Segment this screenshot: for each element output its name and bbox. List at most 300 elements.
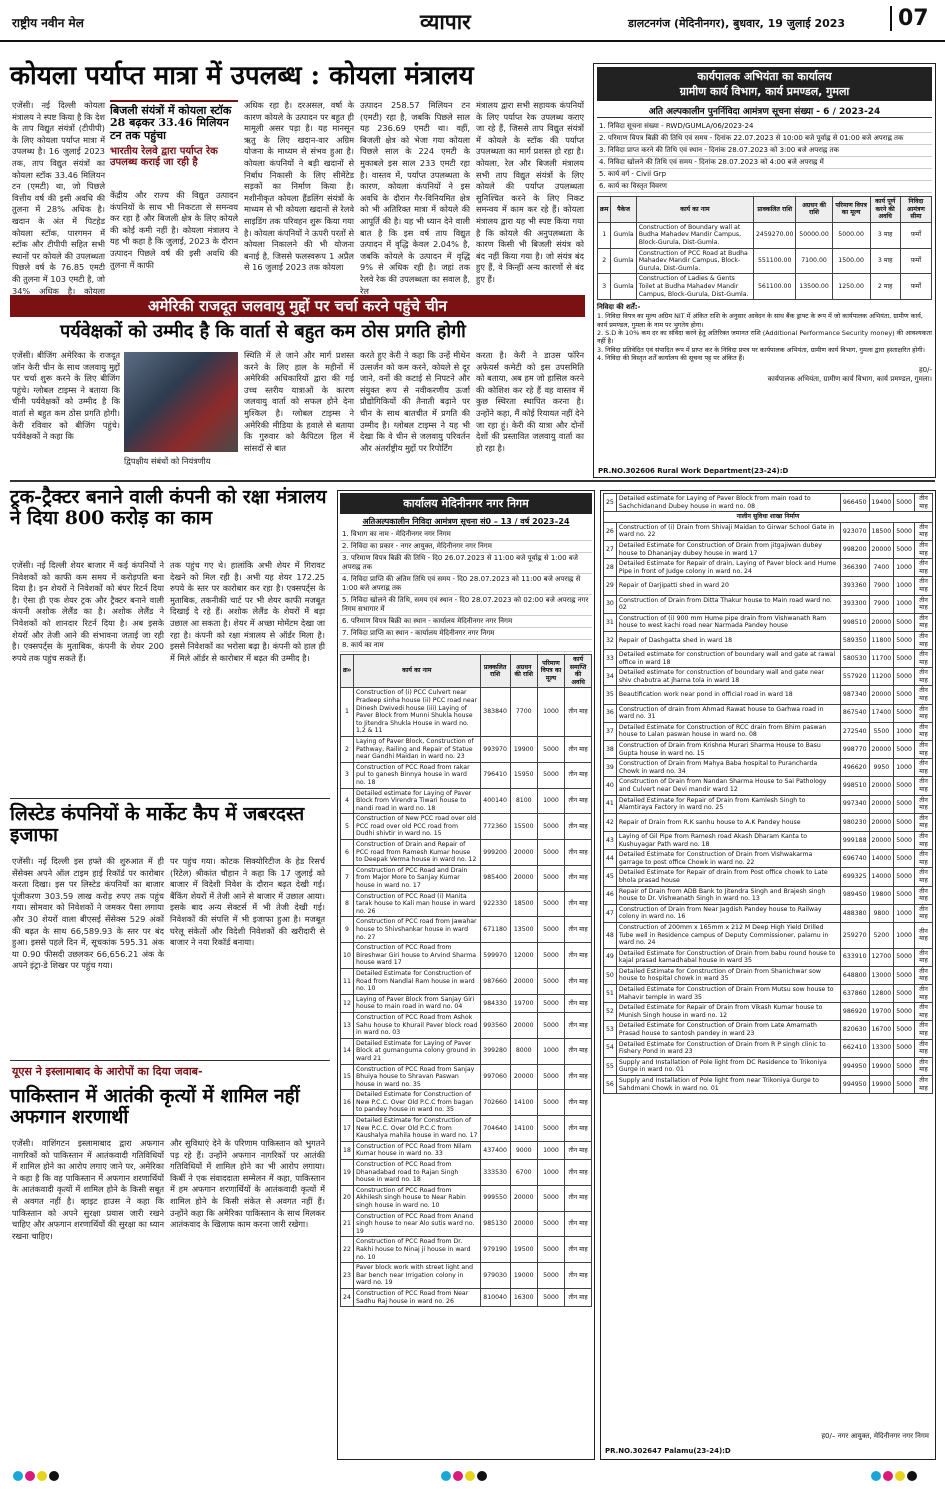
rwd-meta-line: 3. निविदा प्राप्त करने की तिथि एवं स्थान - दिनांक 28.07.2023 को 3:00 बजे अपराह्न तक [597,145,932,157]
rwd-dept-name: ग्रामीण कार्य विभाग, कार्य प्रमण्डल, गुमला [679,85,850,98]
section-title: व्यापार [420,10,471,34]
table-cell: 20000 [510,1064,537,1090]
table-cell: 7 [341,865,354,891]
table-cell: 13500.00 [796,274,832,300]
table-cell: 5000 [537,1263,564,1289]
table-cell: 1 [341,688,354,737]
pak-col-1: एजेंसी। वाशिंगटन इस्लामाबाद द्वारा अफगान नागरिकों को पाकिस्तान में आतंकवादी गतिविधियों में शामिल होने का आरोप लगाए जाने पर, अमेरिका ने कहा है कि वह पाकिस्तान में अफगान शरणार्थियों के आतंकवादी कृत्यों में शामिल होने के किसी सबूत से अवगत नहीं है। व्हाइट हाउस ने कहा कि पाकिस्तान को अपने सुरक्षा प्रयास जारी रखने चाहिए और अफगान शरणार्थियों की सुरक्षा का ध्यान रखना चाहिए। [12,1138,164,1241]
table-cell: 20000 [510,1185,537,1211]
table-row [604,613,933,631]
table-cell: 15950 [510,762,537,788]
table-row [604,631,933,649]
table-cell: Construction of PCC Road from Bireshwar Giri house to Arvind Sharma house ward 17 [353,943,480,969]
table-cell: 10 [341,943,354,969]
table-row [604,813,933,831]
pak-kicker: यूएस ने इस्लामाबाद के आरोपों का दिया जवाब- [12,1065,203,1078]
table-cell: 3 माह [870,248,900,274]
table-row [341,762,592,788]
table-row [604,1021,933,1039]
table-cell: 496620 [840,759,869,777]
table-cell: Detailed Estimate for Construction of Drain from Shanichwar sow house to hospital chowk in ward 35 [616,966,840,984]
rwd-col-header: परिमाण विपत्र का मूल्य [832,197,870,223]
table-cell: 5000 [894,1076,915,1094]
table-cell: 35 [604,686,617,704]
table-cell: 20000 [869,795,894,813]
table-cell: Construction of Drain from Krishna Murari Sharma House to Basu Gupta house in ward no. 15 [616,741,840,759]
table-row [341,736,592,762]
lead-col-4: उत्पादन 258.57 मिलियन टन (एमटी) रहा है, जबकि पिछले साल यह 236.69 एमटी था। वहीं, बिजली क्षेत्र को भेजा गया कोयला पिछले साल के 224 एमटी के मुकाबले इस साल 233 एमटी रहा है। वास्तव में, पर्याप्त उपलब्धता के कारण, कोयला कंपनियों ने इस अवधि के दौरान गैर-विनियमित क्षेत्र को भी अतिरिक्त मात्रा में कोयले की आपूर्ति की है। यह भी ध्यान देने वाली बात है कि इस वर्ष ताप विद्युत उत्पादन में वृद्धि केवल 2.04% है, जबकि कोयले के उत्पादन में वृद्धि 9% से अधिक रही है। जहां तक रेलवे रेक की उपलब्धता का सवाल है, रेल [360,100,470,296]
registration-dots-left [12,1466,60,1485]
table-cell: Construction of Boundary wall at Budha Mahadev Mandir Campus, Block-Gurula, Dist-Gumla. [636,222,753,248]
table-cell: तीन माह [914,1021,932,1039]
table-cell: Detailed estimate for construction of boundary wall and gate at rawal office in ward 18 [616,650,840,668]
table-row [604,1076,933,1094]
table-cell: 966450 [840,494,869,512]
table-row [604,795,933,813]
table-cell: 5000 [894,850,915,868]
table-cell: Detailed Estimate for Construction of New P.C.C. Over Old P.C.C from Kaushalya mahila house in ward no. 17 [353,1116,480,1142]
table-row [341,1038,592,1064]
table-cell: 1000 [894,759,915,777]
table-cell: 5000 [894,831,915,849]
table-cell: Construction of drain from Ahmad Rawat house to Garhwa road in ward no. 31 [616,704,840,722]
lead-sidebox [110,100,238,186]
table-cell: 16 [341,1090,354,1116]
table-cell: तीन माह [565,917,592,943]
table-cell: Detailed Estimate for Construction of Drain from Late Amarnath Prasad house to santosh pandey in ward 23 [616,1021,840,1039]
table-cell: 2 [598,248,611,274]
table-row [604,1057,933,1075]
table-row [604,704,933,722]
mnn-title: अतिअल्पकालीन निविदा आमंत्रण सूचना सं0 – 13 / वर्ष 2023–24 [362,517,570,526]
table-row [598,248,932,274]
table-cell: Detailed Estimate for Construction of New P.C.C. Over Old P.C.C from bagan to pandey house in ward no. 35 [353,1090,480,1116]
table-cell: 987660 [480,968,510,994]
table-cell: तीन माह [565,788,592,814]
table-cell: 985400 [480,865,510,891]
mnn-subhead-row [604,512,933,523]
table-row [341,1211,592,1237]
table-cell: Construction of (i) 900 mm Hume pipe drain from Vishwanath Ram house to west kachi road near Narmada Pandey house [616,613,840,631]
table-cell: 997340 [840,795,869,813]
table-cell: 1000 [894,559,915,577]
rwd-col-header: कार्य पूर्ण करने की अवधि [870,197,900,223]
table-cell: 551100.00 [754,248,796,274]
table-cell: Detailed Estimate for Repair of drain from Post office chowk to Late bhola prasad house [616,868,840,886]
table-cell: तीन माह [565,1064,592,1090]
table-cell: तीन माह [914,1076,932,1094]
table-row [341,1141,592,1159]
table-row [604,850,933,868]
truck-col-1: एजेंसी। नई दिल्ली शेयर बाजार में कई कंपनियों ने निवेशकों को काफी कम समय में करोड़पति बना दिया है। इन शेयरों ने निवेशकों को बंपर रिटर्न दिया है। ऐसा ही एक शेयर ट्रक और ट्रैक्टर बनाने वाली कंपनी अशोक लेलैंड का है। अशोक लेलैंड ने निवेशकों को शानदार रिटर्न दिया है। अब इसके शेयरों और तेजी आने की संभावना जताई जा रही है। एक्सपर्ट्स के मुताबिक, कंपनी के शेयर 200 रुपये तक पहुंच सकते हैं। [12,560,164,663]
table-cell: फ़र्मों [900,274,931,300]
table-cell: 5000 [894,540,915,558]
table-cell: 24 [341,1288,354,1306]
table-cell: 19900 [869,1057,894,1075]
table-cell: 18 [341,1141,354,1159]
rwd-table [597,196,932,300]
table-cell: 28 [604,559,617,577]
table-cell: 366390 [840,559,869,577]
table-cell: 5000 [537,1090,564,1116]
rwd-col-header: अग्रधन की राशि [796,197,832,223]
table-row [604,686,933,704]
table-row [341,917,592,943]
table-cell: 37 [604,722,617,740]
table-cell: Detailed estimate for Laying of Paver Block from Virendra Tiwari house to nandi road in ward no. 18 [353,788,480,814]
table-cell: Laying of Paver Block, Construction of Pathway, Railing and Repair of Statue near Gandhi Maidan in ward no. 23 [353,736,480,762]
table-cell: तीन माह [565,1288,592,1306]
table-cell: 984330 [480,994,510,1012]
table-cell: 14000 [869,850,894,868]
mnn-pr-number: PR.NO.302647 Palamu(23-24):D [605,1447,731,1455]
table-cell: Construction of PCC Road from Ashok Sahu house to Khurail Paver block road in ward no. 03 [353,1012,480,1038]
table-cell: 702660 [480,1090,510,1116]
table-cell: 1000 [894,722,915,740]
mnn-table-2 [603,493,933,1094]
table-cell: 15500 [510,814,537,840]
table-cell: 5000 [894,966,915,984]
table-cell: 5000 [894,650,915,668]
mnn-col-header: परिमाण विपत्र का मूल्य [537,655,564,688]
mnn-col-header: अग्रधन की राशि [510,655,537,688]
table-cell: 19500 [510,1237,537,1263]
mnn-tender-notice-continued [600,490,936,1460]
table-cell: 11700 [869,650,894,668]
table-cell: तीन माह [914,613,932,631]
table-cell: 13300 [869,1039,894,1057]
table-cell: 5000 [894,668,915,686]
table-cell: Construction of PCC Road from Anand singh house to near Alo sutis ward no. 19 [353,1211,480,1237]
rwd-meta-line: 1. निविदा सूचना संख्या - RWD/GUMLA/06/2023-24 [597,121,932,133]
newspaper-name: राष्ट्रीय नवीन मेल [12,16,84,30]
table-cell: Detailed Estimate for Construction of Drain from babu round house to kajal prasad kamadhabal house in ward 35 [616,948,840,966]
table-cell: 14100 [510,1116,537,1142]
table-row [604,540,933,558]
table-cell: 23 [341,1263,354,1289]
rwd-tender-notice [593,63,936,478]
table-row [604,759,933,777]
table-cell: Construction of PCC road from Jawahar house to Shivshankar house in ward no. 27 [353,917,480,943]
mnn-meta-line: 6. परिमाण विपत्र बिक्री का स्थान - कार्यालय मेदिनीनगर नगर निगम [340,616,592,628]
table-cell: तीन माह [914,813,932,831]
table-cell: 29 [604,577,617,595]
table-cell: Detailed Estimate for Repair of Drain from Kamlesh Singh to Alamtiraya Factory in ward no. 25 [616,795,840,813]
table-cell: 7900 [869,577,894,595]
table-cell: 5000 [537,1185,564,1211]
table-cell: 8 [341,891,354,917]
table-cell: तीन माह [565,1090,592,1116]
table-cell: 14 [341,1038,354,1064]
table-cell: 399280 [480,1038,510,1064]
table-cell: 12 [341,994,354,1012]
table-cell: 11 [341,968,354,994]
table-cell: Detailed Estimate for Construction of Drain from R P singh clinic to Fishery Pond in ward 23 [616,1039,840,1057]
table-row [341,891,592,917]
china-headline: पर्यवेक्षकों को उम्मीद है कि वार्ता से बहुत कम ठोस प्रगति होगी [60,321,466,342]
table-cell: 5000 [894,741,915,759]
table-cell: 696740 [840,850,869,868]
table-cell: 998200 [840,540,869,558]
section-divider [10,480,935,482]
table-row [604,722,933,740]
rwd-office-name: कार्यपालक अभियंता का कार्यालय [697,70,832,83]
table-cell: तीन माह [565,688,592,737]
table-cell: Laying of Paver Block from Sanjay Giri house to main road in ward no. 04 [353,994,480,1012]
yellow-mark [37,1471,47,1481]
mnn-meta-line: 1. विभाग का नाम - मेदिनीनगर नगर निगम [340,529,592,541]
table-cell: 49 [604,948,617,966]
table-cell: 44 [604,850,617,868]
table-cell: तीन माह [565,736,592,762]
page-header [0,0,945,42]
table-cell: Construction of PCC Road from Sanjay Bhuiya house to Shravan Paswan house in ward no. 35 [353,1064,480,1090]
table-row [604,668,933,686]
table-cell: तीन माह [565,943,592,969]
rwd-conditions-title: निविदा की शर्तें:- [597,303,641,312]
table-cell: 5000 [537,1012,564,1038]
rwd-condition: 3. निविदा प्रतिवेदित एवं संपादित रूप में प्राप्त कर के निविदा प्रपत्र पर कार्यपालक अभियंता, ग्रामीण कार्य विभाग, गुमला द्वारा हस्ताक्षरित होगी। [597,345,925,354]
table-cell: 16700 [869,1021,894,1039]
table-cell: 53 [604,1021,617,1039]
table-cell: तीन माह [914,1057,932,1075]
table-cell: 20000 [869,540,894,558]
table-cell: 1250.00 [832,274,870,300]
table-cell: 26 [604,522,617,540]
table-cell: तीन माह [914,540,932,558]
table-cell: 20000 [510,1012,537,1038]
table-cell: 39 [604,759,617,777]
table-cell: 1000 [894,922,915,948]
table-cell: 55 [604,1057,617,1075]
table-cell: 994950 [840,1076,869,1094]
table-cell: 1000 [894,904,915,922]
table-cell: 30 [604,595,617,613]
rwd-col-header: क्रम [598,197,611,223]
table-cell: 3 माह [870,222,900,248]
table-cell: Beautification work near pond in official road in ward 18 [616,686,840,704]
china-col-2: स्थिति में ले जाने और मार्ग प्रशस्त करने के लिए हाल के महीनों में अमेरिकी अधिकारियों द्वारा की गई उच्च स्तरीय यात्राओं के कारण जलवायु वार्ता को सफल होने देना मुश्किल है। ग्लोबल टाइम्स ने अमेरिकी मीडिया के हवाले से बताया कि गुरुवार को कैपिटल हिल में सांसदों से बात [244,350,354,453]
table-cell: 5000 [894,522,915,540]
table-cell: Construction of PCC Road from Dhanadabad road to Rajan Singh house in ward no. 18 [353,1160,480,1186]
table-cell: 21 [341,1211,354,1237]
rwd-condition: 2. S.D के 10% कम दर का संविदा करने हेतु अतिरिक्त जमानत राशि (Additional Performance Security money) की आवश्यकता नहीं है। [597,328,932,346]
table-cell: 7700 [510,688,537,737]
table-cell: तीन माह [914,522,932,540]
table-cell: 5000 [894,1039,915,1057]
table-cell: Detailed Estimate for Construction of Drain from Vishwakarma garrage to post office Chowk in ward no. 22 [616,850,840,868]
listed-divider [10,1060,330,1061]
listed-headline: लिस्टेड कंपनियों के मार्केट कैप में जबरदस्त इजाफा [10,803,305,847]
table-row [604,650,933,668]
table-cell: Construction of PCC Road from Nilam Kumar house in ward no. 33 [353,1141,480,1159]
table-cell: 8100 [510,788,537,814]
table-cell: 41 [604,795,617,813]
table-cell: तीन माह [914,577,932,595]
table-row [341,1160,592,1186]
table-cell: Construction of PCC Road from rakar pul to ganesh Binnya house in ward no. 18 [353,762,480,788]
table-cell: 14000 [869,868,894,886]
table-cell: 19900 [869,1076,894,1094]
table-cell: तीन माह [914,922,932,948]
table-cell: 2 माह [870,274,900,300]
table-cell: 13000 [869,966,894,984]
table-cell: तीन माह [914,966,932,984]
black-mark [49,1471,59,1481]
table-cell: तीन माह [565,1263,592,1289]
table-cell: तीन माह [914,595,932,613]
china-col-3: करते हुए केरी ने कहा कि उन्हें मीथेन उत्सर्जन को कम करने, कोयले से दूर जाने, वनों की कटाई से निपटने और संयुक्त रूप से नवीकरणीय ऊर्जा प्रौद्योगिकियों की तैनाती बढ़ाने पर चीन के साथ बातचीत में प्रगति की उम्मीद है। ग्लोबल टाइम्स ने यह भी देखा कि वे चीन से जलवायु परिवर्तन और अंतर्राष्ट्रीय मुद्दों पर रिपोर्टिंग [360,350,470,453]
table-row [604,966,933,984]
table-cell: 54 [604,1039,617,1057]
table-cell: 986920 [840,1003,869,1021]
rwd-office [597,67,932,101]
table-cell: 1000 [537,788,564,814]
china-banner: अमेरिकी राजदूत जलवायु मुद्दों पर चर्चा करने पहुंचे चीन [10,295,585,317]
black-mark [477,1471,487,1481]
table-cell: 13500 [510,917,537,943]
table-row [341,865,592,891]
table-cell: 20000 [510,840,537,866]
china-col-4: करता है। केरी ने डाउस फॉरेन अफेयर्स कमेटी को इस उपसमिति को बताया, अब हम जो हासिल करने की कोशिश कर रहे हैं वह वास्तव में कुछ स्थिरता स्थापित करना है। उन्होंने कहा, मैं कोई रियायत नहीं देने जा रहा हूं। केरी की यात्रा और दोनों देशों की प्रस्तावित जलवायु वार्ता का हो रहा है। [476,350,584,453]
table-cell: तीन माह [565,865,592,891]
table-cell: Construction of PCC Road (i) Manita tarak house to Kali man house in ward no. 26 [353,891,480,917]
mnn-col-header: कार्य समाप्ति की अवधि [565,655,592,688]
table-cell: 437400 [480,1141,510,1159]
table-cell: तीन माह [914,650,932,668]
table-cell: तीन माह [914,886,932,904]
mnn-table [340,654,592,1307]
table-cell: Paver block work with street light and Bar bench near Irrigation colony in ward no. 19 [353,1263,480,1289]
cyan-mark [13,1471,23,1481]
truck-col-2: तक पहुंच गए थे। हालांकि अभी शेयर में गिरावट देखने को मिल रही है। अभी यह शेयर 172.25 रुपये के स्तर पर कारोबार कर रहा है। एक्सपर्ट्स के मुताबिक, तकनीकी चार्ट पर भी शेयर काफी मजबूत दिखाई दे रहे हैं। अशोक लेलैंड के शेयरों में बड़ा उछाल आ सकता है। शेयर में अच्छा मोमेंटम देखा जा रहा है। कंपनी को रक्षा मंत्रालय से ऑर्डर मिला है। इससे निवेशकों का भरोसा बढ़ा है। कंपनी को हाल ही में मिले ऑर्डर से कारोबार में बढ़त की उम्मीद है। [170,560,325,663]
table-row [341,688,592,737]
rwd-sign-role: कार्यपालक अभियंता, ग्रामीण कार्य विभाग, कार्य प्रमण्डल, गुमला। [767,374,932,383]
table-cell: 11200 [869,668,894,686]
table-cell: तीन माह [914,704,932,722]
table-cell: 5000 [894,795,915,813]
mnn-col-header: कार्य का नाम [353,655,480,688]
table-row [604,904,933,922]
table-cell: 50 [604,966,617,984]
dateline: डालटनगंज (मेदिनीनगर), बुधवार, 19 जुलाई 2023 [628,17,846,30]
rwd-col-header: प्राक्कलित राशि [754,197,796,223]
table-cell: 2459270.00 [754,222,796,248]
table-cell: 9950 [869,759,894,777]
table-cell: 19000 [510,1263,537,1289]
table-cell: 5500 [869,722,894,740]
table-cell: Construction of PCC Road from Near Sadhu Raj house in ward no. 26 [353,1288,480,1306]
table-cell: 5000 [894,1021,915,1039]
table-row [604,1003,933,1021]
table-cell: 42 [604,813,617,831]
mnn-col-header: प्राक्कलित राशि [480,655,510,688]
table-cell: Construction of Drain and Repair of PCC road from Ramesh Kumar house to Deepak Verma house in ward no. 12 [353,840,480,866]
table-cell: 1000 [537,1141,564,1159]
table-cell: 34 [604,668,617,686]
rwd-meta [597,121,932,193]
table-cell: 772360 [480,814,510,840]
table-cell: 5 [341,814,354,840]
table-cell: 979190 [480,1237,510,1263]
table-cell: तीन माह [914,741,932,759]
table-cell: 47 [604,904,617,922]
table-cell: 810040 [480,1288,510,1306]
rwd-col-header: कार्य का नाम [636,197,753,223]
table-cell: 20000 [869,613,894,631]
table-cell: 18500 [869,522,894,540]
table-row [341,1090,592,1116]
table-cell: 393300 [840,595,869,613]
table-cell: 13 [341,1012,354,1038]
mnn-meta-line: 2. निविदा का प्रकार - नगर आयुक्त, मेदिनीनगर नगर निगम [340,541,592,553]
table-cell: 648800 [840,966,869,984]
table-row [604,777,933,795]
table-cell: 4 [341,788,354,814]
table-cell: 5000 [537,762,564,788]
rwd-pr-number: PR.NO.302606 Rural Work Department(23-24):D [598,467,789,475]
table-cell: 20000 [869,813,894,831]
table-cell: 5000 [894,868,915,886]
table-cell: 5000 [537,891,564,917]
table-cell: 6 [341,840,354,866]
table-cell: 7100.00 [796,248,832,274]
table-cell: 56 [604,1076,617,1094]
table-cell: 20000 [869,686,894,704]
table-row [341,1064,592,1090]
table-cell: 633910 [840,948,869,966]
lead-col-3: अधिक रहा है। दरअसल, वर्षा के कारण कोयले के उत्पादन पर बहुत ही मामूली असर पड़ा है। यह मानसून ऋतु के लिए खदान-वार अग्रिम योजना के माध्यम से संभव हुआ है। कोयला कंपनियों ने बड़ी खदानों से निर्बाध निकासी के लिए सीमेंटेड सड़कों का निर्माण किया है। मशीनीकृत कोयला हैंडलिंग संयंत्रों के माध्यम से भी कोयला खदानों से रेलवे साइडिंग तक परिवहन शुरू किया गया है। कोयला कंपनियों ने ऊपरी परतों से कोयला निकालने की भी योजना बनाई है, जिससे फलस्वरूप 1 अप्रैल से 16 जुलाई 2023 तक कोयला [244,100,354,273]
table-cell: 333530 [480,1160,510,1186]
table-row [598,274,932,300]
lead-col-5: मंत्रालय द्वारा सभी सहायक कंपनियों के लिए पर्याप्त रेक उपलब्ध कराए जा रहे हैं, जिससे ताप विद्युत संयंत्रों में कोयले के स्टॉक की पर्याप्त उपलब्धता का मार्ग प्रशस्त हो रहा है। कोयला, रेल और बिजली मंत्रालय सभी ताप विद्युत संयंत्रों के लिए कोयले की पर्याप्त उपलब्धता सुनिश्चित करने के लिए निकट समन्वय में काम कर रहे हैं। कोयला मंत्रालय द्वारा यह भी स्पष्ट किया गया है कि कोयले की अनुपलब्धता के कारण किसी भी बिजली संयंत्र को बंद नहीं किया गया है। जो संयंत्र बंद हुए हैं, वे किन्हीं अन्य कारणों से बंद हुए हैं। [476,100,584,284]
mnn-meta-line: 7. निविदा प्राप्ति का स्थान - कार्यालय मेदिनीनगर नगर निगम [340,628,592,640]
mnn-col-header: क्र० [341,655,354,688]
table-cell: तीन माह [914,668,932,686]
table-cell: 46 [604,886,617,904]
table-cell: 5000 [537,814,564,840]
table-cell: 5000 [537,943,564,969]
registration-marks [0,1466,945,1480]
table-cell: Gumla [611,274,636,300]
rwd-condition: 4. निविदा की विस्तृत शर्तें कार्यालय की सूचना पट्ट पर अंकित हैं। [597,354,745,363]
rwd-meta-line: 2. परिमाण विपत्र बिक्री की तिथि एवं समय - दिनांक 22.07.2023 से 10:00 बजे पूर्वाह्न से 01:00 बजे अपराह्न तक [597,133,932,145]
table-cell: 9 [341,917,354,943]
table-cell: 5000 [537,1211,564,1237]
table-cell: तीन माह [914,559,932,577]
table-row [604,559,933,577]
table-cell: 16300 [510,1288,537,1306]
table-cell: 5000 [894,631,915,649]
mnn-tender-notice [337,490,595,1460]
rwd-meta-line: 4. निविदा खोलने की तिथि एवं समय - दिनांक 28.07.2023 को 4:00 बजे अपराह्न में [597,157,932,169]
table-cell: 383840 [480,688,510,737]
table-cell: 796410 [480,762,510,788]
table-cell: 488380 [840,904,869,922]
table-cell: 19700 [510,994,537,1012]
table-cell: 33 [604,650,617,668]
table-cell: 3 [341,762,354,788]
table-cell: 980230 [840,813,869,831]
table-cell: 20000 [510,968,537,994]
yellow-mark [895,1471,905,1481]
table-row [604,922,933,948]
table-cell: तीन माह [914,850,932,868]
table-cell: 5000 [894,886,915,904]
table-cell: 1000 [537,1160,564,1186]
mnn-meta-line: 5. निविदा खोलने की तिथि, समय एवं स्थान - दि0 28.07.2023 को 02:00 बजे अपराह्न नगर निगम सभागार में [340,595,592,616]
table-cell: 14100 [510,1090,537,1116]
